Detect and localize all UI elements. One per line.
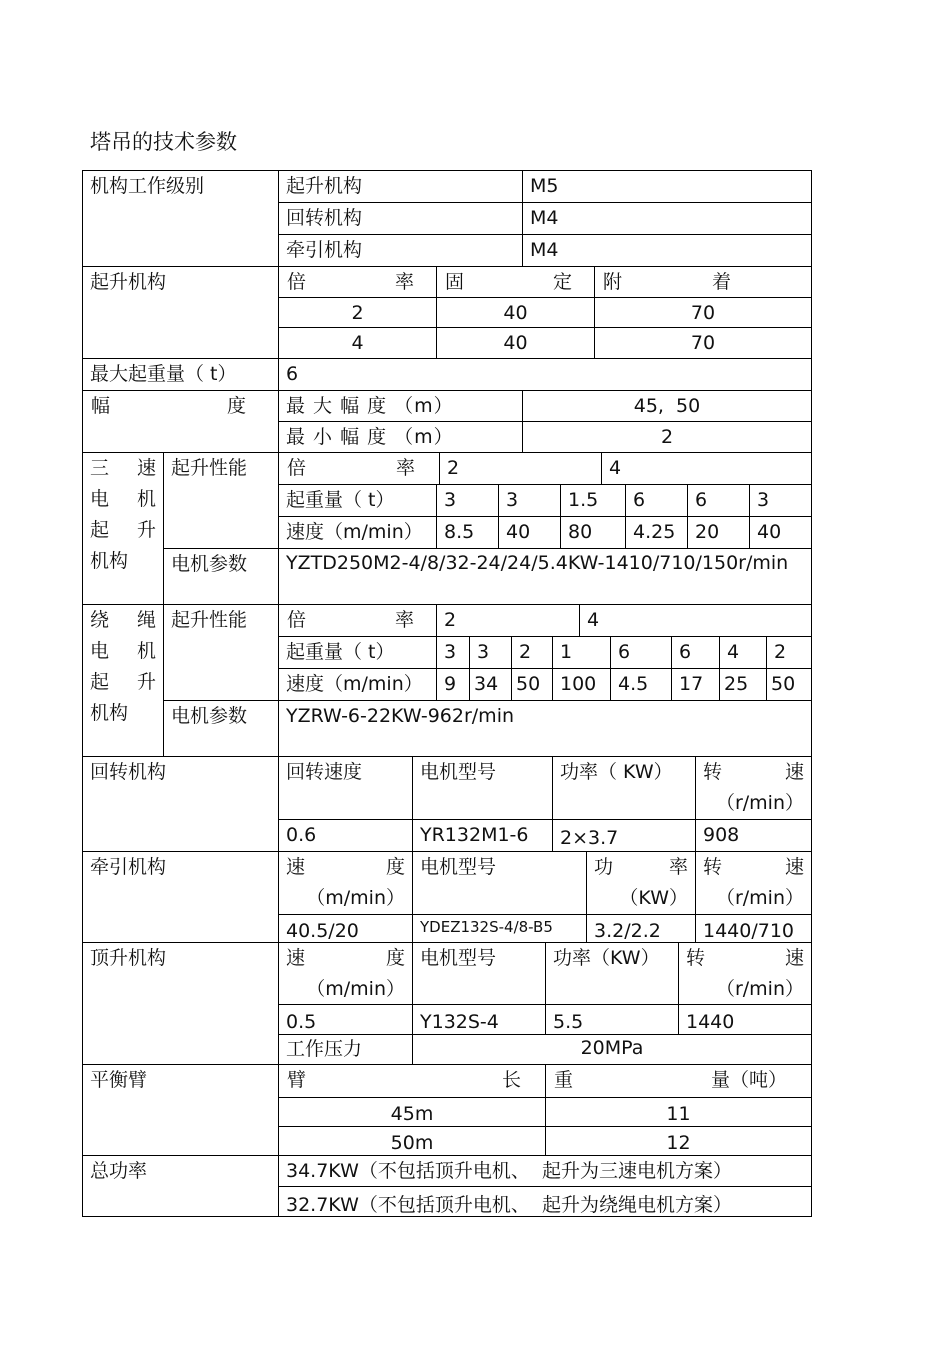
winding-speed: 50 xyxy=(511,668,553,701)
ratio-label-text: 率 xyxy=(395,457,415,479)
total-power-row: 32.7KW（不包括顶升电机、 起升为绕绳电机方案） xyxy=(278,1186,812,1217)
climbing-speed-label xyxy=(278,942,413,1005)
winding-speed: 9 xyxy=(436,668,470,701)
work-level-label-text: 机构工作级别 xyxy=(90,175,205,197)
climbing-pressure-label: 工作压力 xyxy=(278,1034,413,1065)
hoist-header-text: 固 xyxy=(445,271,465,293)
hoist-header-text: 率 xyxy=(394,271,414,293)
range-label xyxy=(82,390,279,453)
hoist-ratio: 2 xyxy=(278,297,437,328)
counter-jib-length: 45m xyxy=(278,1097,546,1127)
ratio-label-text: 倍 xyxy=(287,609,307,631)
label-char: 率 xyxy=(668,856,688,878)
hoist-header-ratio xyxy=(278,266,437,298)
power-label-line xyxy=(594,852,688,883)
three-speed-speed-label: 速度（m/min） xyxy=(278,516,437,549)
winding-ratio-label xyxy=(278,604,437,637)
three-speed-load: 3 xyxy=(436,484,499,517)
weight-label-text: 量（吨） xyxy=(710,1069,787,1091)
three-speed-label xyxy=(82,452,164,605)
counter-jib-weight: 12 xyxy=(545,1126,812,1156)
label-char: 机 xyxy=(136,488,156,510)
label-char: 起 xyxy=(90,671,110,693)
three-speed-load: 3 xyxy=(498,484,561,517)
work-level-row-name: 牵引机构 xyxy=(278,234,523,267)
winding-motor: YZRW-6-22KW-962r/min xyxy=(278,700,812,757)
winding-load-label: 起重量（ t） xyxy=(278,636,437,669)
climbing-pressure: 20MPa xyxy=(412,1034,812,1065)
work-level-row-value: M4 xyxy=(522,202,812,235)
winding-load: 6 xyxy=(610,636,672,669)
counter-jib-label: 平衡臂 xyxy=(82,1064,279,1156)
label-line xyxy=(90,484,156,515)
climbing-model: Y132S-4 xyxy=(412,1004,546,1035)
label-char: 电 xyxy=(90,640,110,662)
winding-speed: 100 xyxy=(552,668,611,701)
trolley-model-label: 电机型号 xyxy=(412,851,587,915)
winding-load: 4 xyxy=(719,636,767,669)
hoist-header-fixed xyxy=(436,266,595,298)
label-char: 机 xyxy=(136,640,156,662)
hoist-fixed: 40 xyxy=(436,297,595,328)
weight-label-text: 重 xyxy=(554,1069,574,1091)
three-speed-ratio: 4 xyxy=(601,452,812,485)
three-speed-load: 6 xyxy=(625,484,688,517)
trolley-power: 3.2/2.2 xyxy=(586,914,696,943)
label-char: 度 xyxy=(385,947,405,969)
winding-speed: 4.5 xyxy=(610,668,672,701)
counter-jib-length-label xyxy=(278,1064,546,1098)
trolley-speed-label xyxy=(278,851,413,915)
slewing-rpm: 908 xyxy=(695,819,812,852)
trolley-model: YDEZ132S-4/8-B5 xyxy=(412,914,587,943)
slewing-speed-label: 回转速度 xyxy=(278,756,413,820)
rpm-unit: （r/min） xyxy=(715,887,804,909)
work-level-row-value: M4 xyxy=(522,234,812,267)
rpm-unit: （r/min） xyxy=(715,792,804,814)
work-level-label xyxy=(82,170,279,267)
winding-speed: 34 xyxy=(469,668,512,701)
label-line: 机构 xyxy=(90,550,129,572)
hoist-header-text: 着 xyxy=(711,271,731,293)
label-char: 电 xyxy=(90,488,110,510)
label-char: 升 xyxy=(136,519,156,541)
three-speed-motor: YZTD250M2-4/8/32-24/24/5.4KW-1410/710/150r/min xyxy=(278,548,812,605)
winding-load: 2 xyxy=(766,636,812,669)
trolley-power-label xyxy=(586,851,696,915)
counter-jib-weight: 11 xyxy=(545,1097,812,1127)
label-char: 功 xyxy=(594,856,614,878)
climbing-power-label: 功率（KW） xyxy=(545,942,679,1005)
three-speed-speed: 4.25 xyxy=(625,516,688,549)
trolley-label: 牵引机构 xyxy=(82,851,279,943)
range-max-value: 45, 50 xyxy=(522,390,812,422)
hoist-attached: 70 xyxy=(594,327,812,359)
climbing-power: 5.5 xyxy=(545,1004,679,1035)
climbing-speed: 0.5 xyxy=(278,1004,413,1035)
three-speed-ratio-label xyxy=(278,452,440,485)
winding-speed-label: 速度（m/min） xyxy=(278,668,437,701)
winding-load: 6 xyxy=(671,636,720,669)
work-level-row-name: 回转机构 xyxy=(278,202,523,235)
trolley-speed: 40.5/20 xyxy=(278,914,413,943)
label-char: 起 xyxy=(90,519,110,541)
length-label-text: 长 xyxy=(501,1069,521,1091)
label-char: 速 xyxy=(136,457,156,479)
winding-ratio: 2 xyxy=(436,604,580,637)
rpm-label-line xyxy=(703,852,804,883)
label-line: 机构 xyxy=(90,702,129,724)
label-char: 转 xyxy=(703,856,723,878)
label-char: 速 xyxy=(286,856,306,878)
three-speed-load: 1.5 xyxy=(560,484,626,517)
three-speed-speed: 8.5 xyxy=(436,516,499,549)
max-load-label: 最大起重量（ t） xyxy=(82,358,279,391)
label-char: 绕 xyxy=(90,609,110,631)
climbing-rpm-label xyxy=(678,942,812,1005)
three-speed-perf-label: 起升性能 xyxy=(163,452,279,549)
label-char: 转 xyxy=(703,761,723,783)
rpm-label-line xyxy=(703,757,804,788)
label-char: 绳 xyxy=(136,609,156,631)
speed-label-line xyxy=(286,852,405,883)
counter-jib-length: 50m xyxy=(278,1126,546,1156)
winding-speed: 17 xyxy=(671,668,720,701)
rpm-unit: （r/min） xyxy=(715,978,804,1000)
three-speed-ratio: 2 xyxy=(439,452,602,485)
page-title: 塔吊的技术参数 xyxy=(90,130,237,154)
winding-motor-label: 电机参数 xyxy=(163,700,279,757)
label-char: 转 xyxy=(686,947,706,969)
range-min-value: 2 xyxy=(522,421,812,453)
three-speed-speed: 40 xyxy=(498,516,561,549)
hoist-label: 起升机构 xyxy=(82,266,279,359)
label-char: 速 xyxy=(784,947,804,969)
label-line xyxy=(90,515,156,546)
climbing-model-label: 电机型号 xyxy=(412,942,546,1005)
total-power-label: 总功率 xyxy=(82,1155,279,1217)
three-speed-speed: 40 xyxy=(749,516,812,549)
winding-ratio: 4 xyxy=(579,604,812,637)
ratio-label-text: 率 xyxy=(394,609,414,631)
winding-speed: 50 xyxy=(766,668,812,701)
work-level-row-value: M5 xyxy=(522,170,812,203)
range-min-label: 最 小 幅 度 （m） xyxy=(278,421,523,453)
three-speed-load-label: 起重量（ t） xyxy=(278,484,437,517)
three-speed-speed: 80 xyxy=(560,516,626,549)
range-max-label: 最 大 幅 度 （m） xyxy=(278,390,523,422)
ratio-label-text: 倍 xyxy=(287,457,307,479)
winding-load: 3 xyxy=(436,636,470,669)
slewing-power: 2×3.7 xyxy=(552,819,696,852)
hoist-ratio: 4 xyxy=(278,327,437,359)
range-label-text: 度 xyxy=(226,395,246,417)
slewing-rpm-label xyxy=(695,756,812,820)
power-unit: （KW） xyxy=(619,887,688,909)
trolley-rpm-label xyxy=(695,851,812,915)
speed-label-line xyxy=(286,943,405,974)
hoist-header-text: 附 xyxy=(603,271,623,293)
rpm-label-line xyxy=(686,943,804,974)
slewing-model-label: 电机型号 xyxy=(412,756,553,820)
climbing-label: 顶升机构 xyxy=(82,942,279,1065)
three-speed-speed: 20 xyxy=(687,516,750,549)
speed-unit: （m/min） xyxy=(306,978,405,1000)
three-speed-load: 6 xyxy=(687,484,750,517)
hoist-attached: 70 xyxy=(594,297,812,328)
winding-perf-label: 起升性能 xyxy=(163,604,279,701)
label-line xyxy=(90,605,156,636)
hoist-header-text: 倍 xyxy=(287,271,307,293)
range-label-text: 幅 xyxy=(91,395,111,417)
winding-load: 3 xyxy=(469,636,512,669)
label-line xyxy=(90,636,156,667)
hoist-fixed: 40 xyxy=(436,327,595,359)
slewing-power-label: 功率（ KW） xyxy=(552,756,696,820)
three-speed-load: 3 xyxy=(749,484,812,517)
slewing-speed: 0.6 xyxy=(278,819,413,852)
label-line xyxy=(90,453,156,484)
label-line xyxy=(90,667,156,698)
counter-jib-weight-label xyxy=(545,1064,812,1098)
slewing-model: YR132M1-6 xyxy=(412,819,553,852)
three-speed-motor-label: 电机参数 xyxy=(163,548,279,605)
climbing-rpm: 1440 xyxy=(678,1004,812,1035)
label-char: 三 xyxy=(90,457,110,479)
max-load-value: 6 xyxy=(278,358,812,391)
winding-load: 1 xyxy=(552,636,611,669)
label-char: 速 xyxy=(286,947,306,969)
label-char: 速 xyxy=(784,761,804,783)
winding-speed: 25 xyxy=(719,668,767,701)
length-label-text: 臂 xyxy=(287,1069,307,1091)
total-power-row: 34.7KW（不包括顶升电机、 起升为三速电机方案） xyxy=(278,1155,812,1187)
winding-load: 2 xyxy=(511,636,553,669)
work-level-row-name: 起升机构 xyxy=(278,170,523,203)
winding-label xyxy=(82,604,164,757)
speed-unit: （m/min） xyxy=(306,887,405,909)
label-char: 速 xyxy=(784,856,804,878)
slewing-label: 回转机构 xyxy=(82,756,279,852)
hoist-header-attached xyxy=(594,266,812,298)
label-char: 升 xyxy=(136,671,156,693)
trolley-rpm: 1440/710 xyxy=(695,914,812,943)
label-char: 度 xyxy=(385,856,405,878)
hoist-header-text: 定 xyxy=(552,271,572,293)
